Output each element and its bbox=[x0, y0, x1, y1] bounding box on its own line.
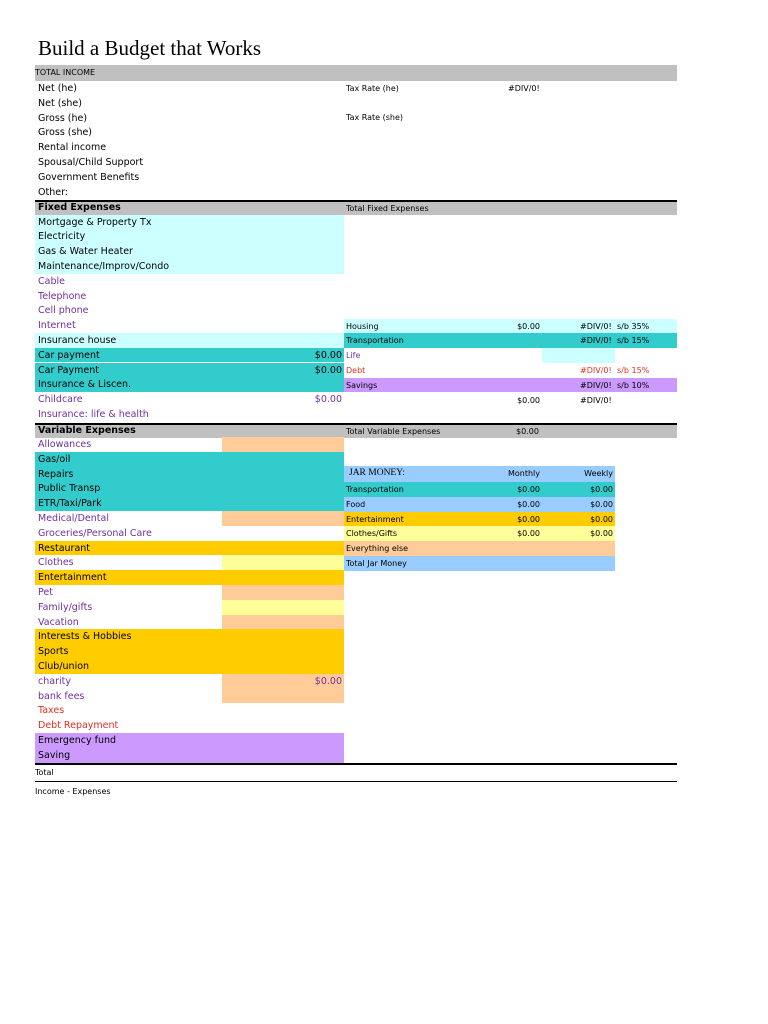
fixed-row-label: Car Payment bbox=[38, 364, 99, 376]
variable-row-label: Groceries/Personal Care bbox=[38, 527, 152, 539]
fixed-row-label: Insurance: life & health bbox=[38, 408, 149, 420]
jar-row-weekly: $0.00 bbox=[590, 529, 613, 539]
summary-life-fill bbox=[542, 348, 615, 363]
jar-row-weekly: $0.00 bbox=[590, 514, 613, 524]
summary-pct: #DIV/0! bbox=[580, 395, 612, 405]
jar-title: JAR MONEY: bbox=[349, 468, 405, 478]
jar-row-label: Entertainment bbox=[346, 514, 404, 524]
variable-row-label: Interests & Hobbies bbox=[38, 631, 132, 643]
jar-row-weekly: $0.00 bbox=[590, 485, 613, 494]
variable-row-label: Medical/Dental bbox=[38, 513, 109, 524]
jar-row-monthly: $0.00 bbox=[517, 485, 540, 494]
total-label: Total bbox=[35, 768, 54, 777]
jar-row-weekly: $0.00 bbox=[590, 499, 613, 509]
summary-label: Debt bbox=[346, 365, 366, 375]
variable-row-label: Club/union bbox=[38, 661, 90, 672]
variable-row-label: Pet bbox=[38, 587, 53, 598]
page-title: Build a Budget that Works bbox=[38, 36, 262, 60]
jar-row-monthly: $0.00 bbox=[517, 514, 540, 524]
variable-value-fill bbox=[222, 437, 344, 452]
fixed-row-value: $0.00 bbox=[314, 364, 342, 376]
variable-row-label: Public Transp bbox=[38, 483, 101, 495]
jar-row-label: Transportation bbox=[346, 485, 404, 494]
variable-row-label: Restaurant bbox=[38, 542, 91, 554]
variable-row-label: ETR/Taxi/Park bbox=[38, 498, 102, 510]
summary-label: Life bbox=[346, 351, 361, 361]
variable-row-label: Taxes bbox=[38, 705, 65, 717]
jar-row-label: Total Jar Money bbox=[346, 559, 407, 568]
income-row-label: Rental income bbox=[38, 142, 107, 154]
fixed-header: Fixed Expenses bbox=[38, 202, 121, 213]
variable-value-fill bbox=[222, 689, 344, 704]
variable-row-label: Family/gifts bbox=[38, 601, 93, 613]
income-row-label: Other: bbox=[38, 186, 69, 198]
variable-row-label: Clothes bbox=[38, 557, 74, 569]
income-row-label: Gross (she) bbox=[38, 127, 93, 139]
fixed-row-label: Gas & Water Heater bbox=[38, 246, 133, 258]
variable-row-label: Debt Repayment bbox=[38, 720, 119, 732]
fixed-row-label: Car payment bbox=[38, 349, 100, 361]
summary-sb: s/b 15% bbox=[617, 336, 650, 346]
jar-row-label: Everything else bbox=[346, 544, 409, 554]
variable-row-label: Vacation bbox=[38, 616, 79, 628]
summary-label: Transportation bbox=[346, 336, 404, 346]
summary-sb: s/b 35% bbox=[617, 321, 650, 331]
summary-pct: #DIV/0! bbox=[580, 365, 612, 375]
income-row-label: Government Benefits bbox=[38, 171, 140, 183]
fixed-row-label: Cell phone bbox=[38, 305, 89, 317]
variable-value-fill bbox=[222, 600, 344, 615]
variable-value-fill bbox=[222, 555, 344, 570]
summary-amount: $0.00 bbox=[517, 395, 540, 405]
fixed-row-label: Electricity bbox=[38, 231, 86, 243]
summary-pct: #DIV/0! bbox=[580, 336, 612, 346]
fixed-row-label: Insurance & Liscen. bbox=[38, 379, 132, 391]
jar-col-monthly: Monthly bbox=[507, 469, 540, 478]
summary-sb: s/b 10% bbox=[617, 380, 650, 390]
summary-pct: #DIV/0! bbox=[580, 380, 612, 390]
summary-sb: s/b 15% bbox=[617, 365, 650, 375]
jar-row-label: Clothes/Gifts bbox=[346, 529, 398, 539]
summary-label: Housing bbox=[346, 321, 379, 331]
jar-col-weekly: Weekly bbox=[584, 469, 613, 478]
fixed-row-label: Internet bbox=[38, 320, 76, 332]
variable-row-label: Sports bbox=[38, 646, 69, 658]
fixed-row-label: Mortgage & Property Tx bbox=[38, 216, 152, 228]
fixed-row-label: Telephone bbox=[38, 290, 87, 302]
fixed-row-value: $0.00 bbox=[314, 394, 342, 406]
fixed-row-label: Maintenance/Improv/Condo bbox=[38, 260, 170, 272]
fixed-row-label: Childcare bbox=[38, 394, 83, 406]
income-minus-expenses-label: Income - Expenses bbox=[35, 787, 111, 796]
total-rule-bottom bbox=[35, 781, 677, 782]
variable-row-label: Gas/oil bbox=[38, 453, 71, 465]
fixed-total-label: Total Fixed Expenses bbox=[346, 204, 429, 213]
income-row-label: Spousal/Child Support bbox=[38, 157, 144, 168]
variable-total-label: Total Variable Expenses bbox=[346, 426, 441, 436]
variable-row-label: charity bbox=[38, 675, 71, 687]
fixed-row-value: $0.00 bbox=[314, 349, 342, 361]
variable-value-fill bbox=[222, 511, 344, 526]
variable-row-label: Saving bbox=[38, 749, 71, 761]
variable-total-value: $0.00 bbox=[516, 426, 539, 436]
tax-he-label: Tax Rate (he) bbox=[346, 84, 399, 93]
fixed-row-label: Insurance house bbox=[38, 334, 117, 346]
summary-pct: #DIV/0! bbox=[580, 321, 612, 331]
fixed-row-label: Cable bbox=[38, 275, 65, 287]
variable-header: Variable Expenses bbox=[38, 424, 136, 436]
summary-amount: $0.00 bbox=[517, 321, 540, 331]
jar-row-monthly: $0.00 bbox=[517, 529, 540, 539]
tax-she-label: Tax Rate (she) bbox=[346, 113, 404, 122]
income-row-label: Net (he) bbox=[38, 83, 77, 94]
variable-row-label: bank fees bbox=[38, 690, 85, 702]
income-header: TOTAL INCOME bbox=[35, 68, 96, 77]
income-row-label: Net (she) bbox=[38, 97, 82, 109]
jar-row-label: Food bbox=[346, 499, 366, 509]
variable-row-label: Emergency fund bbox=[38, 735, 117, 746]
variable-row-value: $0.00 bbox=[314, 675, 342, 687]
tax-he-value: #DIV/0! bbox=[508, 84, 540, 93]
variable-row-label: Repairs bbox=[38, 468, 74, 480]
income-row-label: Gross (he) bbox=[38, 112, 88, 124]
jar-row-monthly: $0.00 bbox=[517, 499, 540, 509]
summary-label: Savings bbox=[346, 380, 378, 390]
variable-row-label: Allowances bbox=[38, 439, 92, 450]
variable-row-label: Entertainment bbox=[38, 572, 107, 584]
variable-value-fill bbox=[222, 585, 344, 600]
variable-value-fill bbox=[222, 615, 344, 630]
